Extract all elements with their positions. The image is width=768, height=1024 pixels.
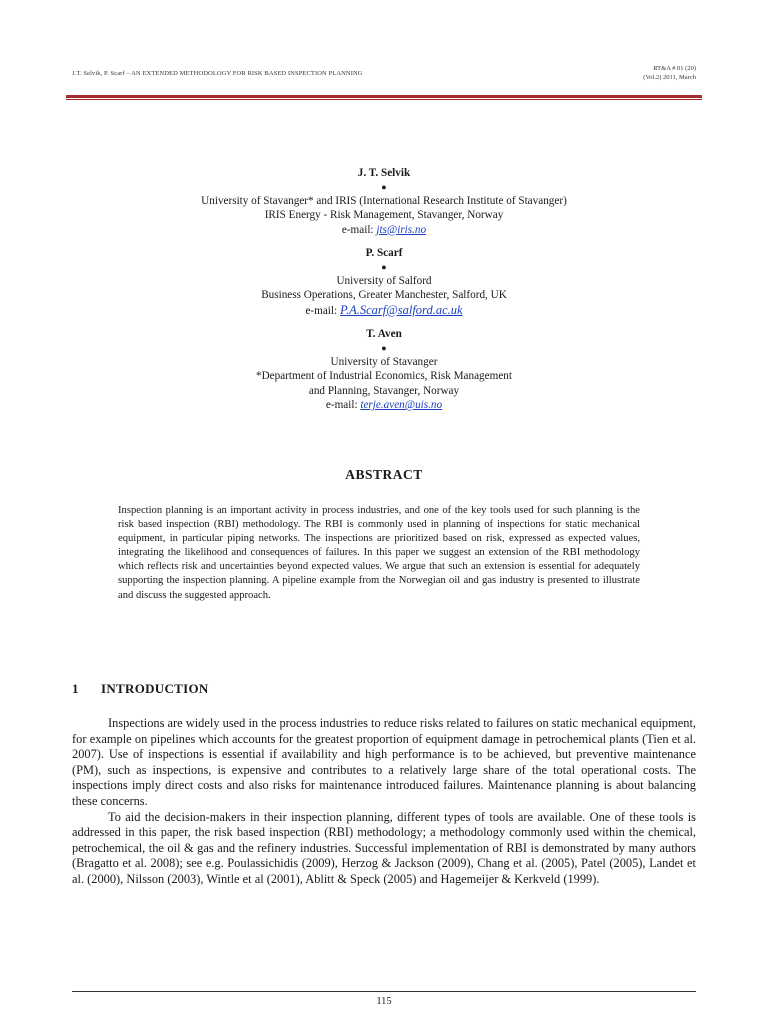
author-name: J. T. Selvik bbox=[357, 167, 411, 179]
running-title: J.T. Selvik, P. Scarf – AN EXTENDED METHODOLOGY FOR RISK BASED INSPECTION PLANNING bbox=[72, 70, 363, 77]
affiliation-line: IRIS Energy - Risk Management, Stavanger, Norway bbox=[264, 209, 504, 221]
affiliation-line: and Planning, Stavanger, Norway bbox=[308, 384, 460, 397]
email-line bbox=[0, 223, 768, 238]
author-list bbox=[0, 166, 768, 422]
author-name: T. Aven bbox=[366, 328, 402, 340]
email-prefix: e-mail: bbox=[305, 304, 338, 317]
footer-rule bbox=[72, 991, 696, 992]
body-paragraph: To aid the decision-makers in their inspection planning, different types of tools are available. One of these tools is addressed in this paper, the risk based inspection (RBI) methodology; a methodology commonly used within the chemical, petrochemical, the oil & gas and the refinery industries. Successful implementation of RBI is demonstrated by many authors (Bragatto et al. 2008); see e.g. Poulassichidis (2009), Herzog & Jackson (2009), Chang et al. (2005), Patel (2005), Landet et al. (2000), Nilsson (2003), Wintle et al (2001), Ablitt & Speck (2005) and Hagemeijer & Kerkveld (1999). bbox=[72, 809, 696, 886]
email-prefix: e-mail: bbox=[325, 399, 358, 411]
journal-date: (Vol.2) 2011, March bbox=[643, 74, 696, 81]
journal-issue: RT&A # 01 (20) bbox=[653, 65, 696, 72]
author-block bbox=[0, 327, 768, 413]
author-block bbox=[0, 166, 768, 237]
section-heading bbox=[72, 681, 209, 697]
email-link[interactable]: P.A.Scarf@salford.ac.uk bbox=[339, 302, 463, 317]
abstract-body: Inspection planning is an important activity in process industries, and one of the key tools used for such planning is the risk based inspection (RBI) methodology. The RBI is commonly used in planning of inspections for static mechanical equipment, in particular piping networks. The inspections are prioritized based on risk, expressed as expected values, integrating the likelihood and consequences of failures. In this paper we suggest an extension of the RBI methodology which reflects risk and uncertainties beyond expected values. We argue that such an extension is essential for adequately supporting the inspection planning. A pipeline example from the Norwegian oil and gas industry is presented to illustrate and discuss the suggested approach. bbox=[118, 505, 640, 601]
header-rule bbox=[66, 95, 702, 100]
affiliation-line: University of Stavanger* and IRIS (International Research Institute of Stavanger) bbox=[201, 194, 567, 207]
affiliation-line: University of Stavanger bbox=[330, 355, 438, 368]
section-title: INTRODUCTION bbox=[101, 681, 209, 696]
email-prefix: e-mail: bbox=[341, 223, 374, 236]
abstract-title: ABSTRACT bbox=[345, 467, 423, 482]
section-number: 1 bbox=[72, 681, 79, 696]
affiliation-line: Business Operations, Greater Manchester, Salford, UK bbox=[261, 289, 507, 301]
author-block bbox=[0, 246, 768, 318]
bullet-icon: ● bbox=[381, 342, 387, 353]
body-paragraph: Inspections are widely used in the process industries to reduce risks related to failures on static mechanical equipment, for example on pipelines which accounts for the greatest proportion of equipment damage in petrochemical plants (Tien et al. 2007). Use of inspections is essential if availability and high performance is to be achieved, but preventive maintenance (PM), such as inspections, is expensive and contributes to a relatively large share of the total operational costs. The inspections imply direct costs and also risks for maintenance introduced failures. Maintenance planning is about balancing these concerns. bbox=[72, 716, 696, 808]
email-line bbox=[0, 303, 768, 319]
email-line bbox=[0, 398, 768, 413]
page-number: 115 bbox=[376, 996, 392, 1007]
affiliation-line: University of Salford bbox=[336, 274, 432, 287]
author-name: P. Scarf bbox=[365, 247, 403, 259]
running-header bbox=[72, 62, 696, 96]
bullet-icon: ● bbox=[381, 181, 387, 192]
journal-info bbox=[643, 64, 696, 82]
affiliation-line: *Department of Industrial Economics, Risk Management bbox=[255, 370, 512, 382]
email-link[interactable]: jts@iris.no bbox=[376, 223, 427, 236]
email-link[interactable]: terje.aven@uis.no bbox=[360, 399, 443, 411]
bullet-icon: ● bbox=[381, 261, 387, 272]
section-body bbox=[72, 716, 696, 888]
